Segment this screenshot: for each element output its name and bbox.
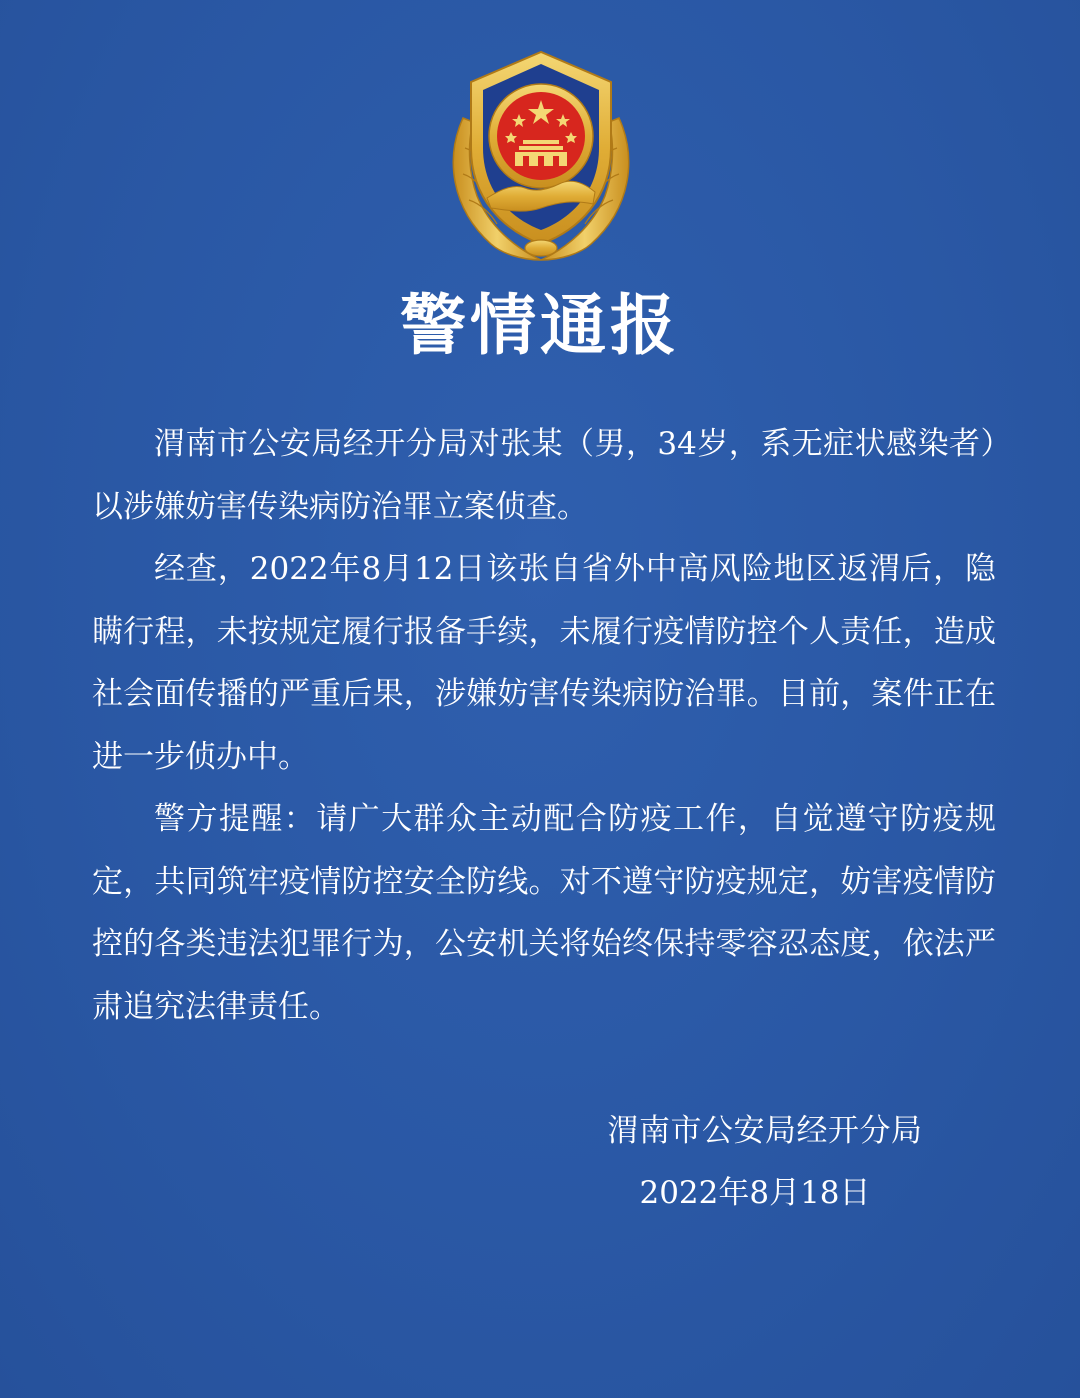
signature-organization: 渭南市公安局经开分局: [607, 1113, 923, 1149]
notice-body: [92, 413, 996, 1038]
signature-date: 2022年8月18日: [639, 1175, 871, 1211]
signature-block: [560, 1100, 970, 1224]
paragraph-investigation: 经查，2022年8月12日该张自省外中高风险地区返渭后，隐瞒行程，未按规定履行报备手续，未履行疫情防控个人责任，造成社会面传播的严重后果，涉嫌妨害传染病防治罪。目前，案件正在进一步侦办中。: [92, 551, 996, 775]
paragraph-police-reminder: 警方提醒：请广大群众主动配合防疫工作，自觉遵守防疫规定，共同筑牢疫情防控安全防线。对不遵守防疫规定，妨害疫情防控的各类违法犯罪行为，公安机关将始终保持零容忍态度，依法严肃追究法律责任。: [92, 801, 996, 1025]
police-emblem-icon: [443, 48, 639, 262]
notice-title: 警情通报: [400, 287, 680, 364]
paragraph-case-filed: 渭南市公安局经开分局对张某（男，34岁，系无症状感染者）以涉嫌妨害传染病防治罪立案侦查。: [92, 426, 996, 525]
